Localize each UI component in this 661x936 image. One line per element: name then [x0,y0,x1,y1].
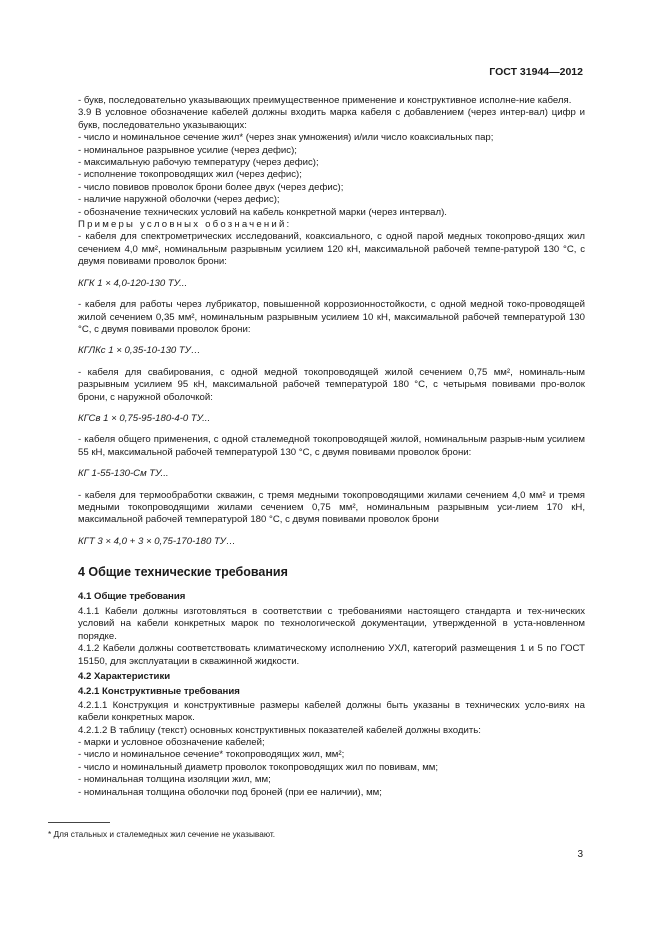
list-item: - максимальную рабочую температуру (через дефис); [78,157,319,169]
list-item: - число и номинальное сечение жил* (через знак умножения) и/или число коаксиальных пар; [78,132,494,144]
section-4-2-1-title: 4.2.1 Конструктивные требования [78,686,240,698]
example-designation: КГТ 3 × 4,0 + 3 × 0,75-170-180 ТУ… [78,535,236,547]
examples-heading: Примеры условных обозначений: [78,219,292,231]
example-designation: КГСв 1 × 0,75-95-180-4-0 ТУ... [78,412,211,424]
example-text: - кабеля общего применения, с одной сталемедной токопроводящей жилой, номинальным разрыв-ным усилием 55 кН, максимальной рабочей температурой 130 °С, с двумя повивами проволок брони: [78,434,585,458]
clause-4-2-1-2: 4.2.1.2 В таблицу (текст) основных конструктивных показателей кабелей должны входить: [78,724,481,736]
example-designation: КГ 1-55-130-См ТУ... [78,468,169,480]
list-item: - исполнение токопроводящих жил (через дефис); [78,169,302,181]
example-text: - кабеля для свабирования, с одной медной токопроводящей жилой сечением 0,75 мм², номиналь-ным разрывным усилием 95 кН, максимальной рабочей температурой 180 °С, с четырьмя повивами про-волок брони, с наружной оболочкой: [78,366,585,403]
example-text: - кабеля для термообработки скважин, с тремя медными токопроводящими жилами сечением 4,0 мм² и тремя медными токопроводящими жилами сечением 0,75 мм², номинальным разрывным уси-лием 170 кН, максимальной рабочей температурой 180 °С, с двумя повивами проволок брони [78,489,585,526]
example-text: - кабеля для работы через лубрикатор, повышенной коррозионностойкости, с одной медной токо-проводящей жилой сечением 0,35 мм², номинальным разрывным усилием 10 кН, максимальной рабочей температурой 130 °С, с двумя повивами проволок брони: [78,299,585,335]
section-4-title: 4 Общие технические требования [78,565,288,580]
list-item: - наличие наружной оболочки (через дефис); [78,194,280,206]
clause-3-9: 3.9 В условное обозначение кабелей должны входить марка кабеля с добавлением (через интер-вал) цифр и букв, последовательно указывающих: [78,107,585,131]
clause-4-1-2: 4.1.2 Кабели должны соответствовать климатическому исполнению УХЛ, категорий размещения 1 и 5 по ГОСТ 15150, для эксплуатации в скважинной жидкости. [78,643,585,667]
document-id-header: ГОСТ 31944—2012 [489,66,583,78]
clause-4-1-1: 4.1.1 Кабели должны изготовляться в соответствии с требованиями настоящего стандарта и тех-нических условий на кабели конкретных марок по технологической документации, утвержденной в уста-новленном порядке. [78,606,585,642]
list-item: - число повивов проволок брони более двух (через дефис); [78,181,344,193]
list-item: - число и номинальный диаметр проволок токопроводящих жил по повивам, мм; [78,761,439,773]
page-body [78,95,585,799]
list-item: - номинальная толщина изоляции жил, мм; [78,774,271,786]
footnote-divider [48,822,110,823]
example-designation: КГК 1 × 4,0-120-130 ТУ... [78,277,188,289]
list-item: - марки и условное обозначение кабелей; [78,737,265,749]
list-item: - обозначение технических условий на кабель конкретной марки (через интервал). [78,206,447,218]
example-text: - кабеля для спектрометрических исследований, коаксиального, с одной парой медных токопрово-дящих жил сечением 4,0 мм², номинальным разрывным усилием 120 кН, максимальной рабочей темпе-ратурой 130 °С, с двумя повивами проволок брони: [78,231,585,268]
example-designation: КГЛКс 1 × 0,35-10-130 ТУ… [78,345,201,357]
list-item: - номинальная толщина оболочки под броней (при ее наличии), мм; [78,786,382,798]
footnote: * Для стальных и сталемедных жил сечение не указывают. [48,829,276,839]
section-4-2-title: 4.2 Характеристики [78,671,171,683]
list-item: - букв, последовательно указывающих преимущественное применение и конструктивное исполне-ние кабеля. [78,95,572,106]
list-item: - номинальное разрывное усилие (через дефис); [78,144,297,156]
clause-4-2-1-1: 4.2.1.1 Конструкция и конструктивные размеры кабелей должны быть указаны в технических усло-виях на кабели конкретных марок. [78,699,585,724]
section-4-1-title: 4.1 Общие требования [78,590,186,602]
page-number: 3 [577,849,583,860]
list-item: - число и номинальное сечение* токопроводящих жил, мм²; [78,749,345,761]
